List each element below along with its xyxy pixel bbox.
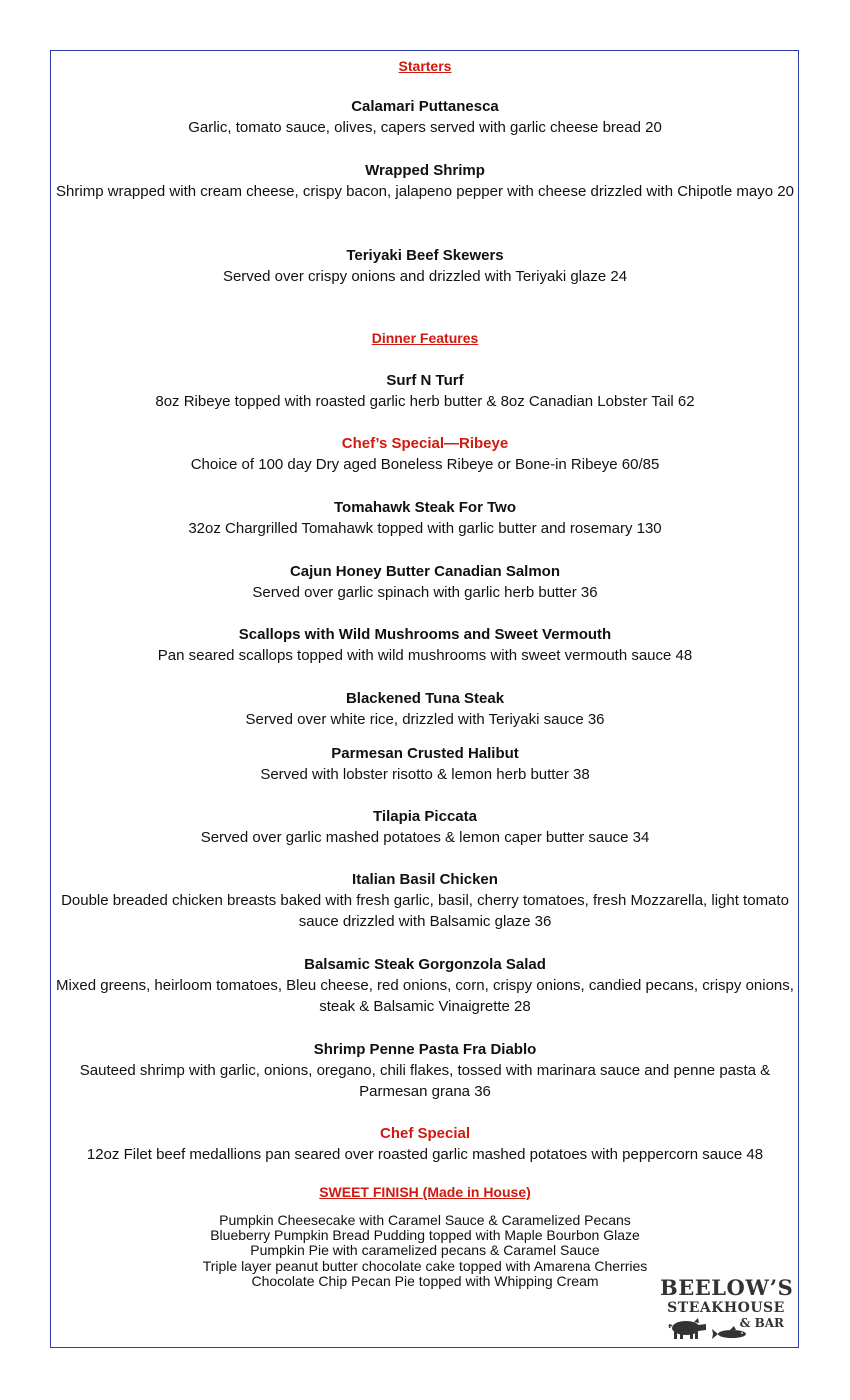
item-name: Surf N Turf bbox=[386, 372, 464, 389]
item-name: Parmesan Crusted Halibut bbox=[331, 745, 519, 762]
menu-item bbox=[55, 1123, 795, 1165]
item-description: 32oz Chargrilled Tomahawk topped with garlic butter and rosemary 130 bbox=[188, 520, 662, 537]
section-title-dinner: Dinner Features bbox=[371, 330, 479, 346]
item-name: Blackened Tuna Steak bbox=[345, 690, 505, 707]
menu-item bbox=[55, 688, 795, 730]
menu-item bbox=[55, 806, 795, 848]
item-name: Tomahawk Steak For Two bbox=[334, 499, 516, 516]
item-description: Pan seared scallops topped with wild mushrooms with sweet vermouth sauce 48 bbox=[157, 647, 693, 664]
item-description: Served over crispy onions and drizzled with Teriyaki glaze 24 bbox=[222, 268, 628, 285]
logo-subtitle: STEAKHOUSE bbox=[667, 1300, 785, 1316]
dessert-item: Pumpkin Pie with caramelized pecans & Caramel Sauce bbox=[250, 1242, 600, 1259]
item-description: Served with lobster risotto & lemon herb butter 38 bbox=[260, 766, 590, 783]
menu-item bbox=[55, 624, 795, 666]
logo-bar: & BAR bbox=[739, 1316, 784, 1330]
item-description: Mixed greens, heirloom tomatoes, Bleu cheese, red onions, corn, crispy onions, candied pecans, crispy onions, steak & Balsamic Vinaigrette 28 bbox=[56, 977, 794, 1015]
item-name: Teriyaki Beef Skewers bbox=[346, 247, 504, 264]
logo-animals-icon bbox=[664, 1318, 754, 1342]
menu-item bbox=[55, 497, 795, 539]
item-name: Chef Special bbox=[379, 1125, 471, 1142]
item-name: Wrapped Shrimp bbox=[365, 162, 485, 179]
fish-icon bbox=[712, 1326, 746, 1339]
item-name: Balsamic Steak Gorgonzola Salad bbox=[304, 956, 546, 973]
menu-item bbox=[55, 561, 795, 603]
item-description: Choice of 100 day Dry aged Boneless Ribeye or Bone-in Ribeye 60/85 bbox=[190, 456, 660, 473]
menu-item bbox=[55, 954, 795, 1017]
item-description: 8oz Ribeye topped with roasted garlic herb butter & 8oz Canadian Lobster Tail 62 bbox=[155, 393, 695, 410]
item-description: Shrimp wrapped with cream cheese, crispy bacon, jalapeno pepper with cheese drizzled with Chipotle mayo 20 bbox=[56, 183, 794, 200]
item-description: Double breaded chicken breasts baked with fresh garlic, basil, cherry tomatoes, fresh Mozzarella, light tomato sauce drizzled with Balsamic glaze 36 bbox=[61, 892, 789, 930]
pig-icon bbox=[669, 1318, 706, 1339]
item-name: Italian Basil Chicken bbox=[352, 871, 498, 888]
item-description: Served over white rice, drizzled with Teriyaki sauce 36 bbox=[245, 711, 605, 728]
item-description: Sauteed shrimp with garlic, onions, oregano, chili flakes, tossed with marinara sauce and penne pasta & Parmesan grana 36 bbox=[79, 1062, 771, 1100]
dessert-item: Pumpkin Cheesecake with Caramel Sauce & Caramelized Pecans bbox=[219, 1212, 631, 1228]
item-name: Calamari Puttanesca bbox=[351, 98, 499, 115]
item-name: Tilapia Piccata bbox=[373, 808, 477, 825]
dessert-item: Blueberry Pumpkin Bread Pudding topped with Maple Bourbon Glaze bbox=[210, 1227, 640, 1244]
item-description: Served over garlic spinach with garlic herb butter 36 bbox=[252, 584, 598, 601]
dessert-item: Chocolate Chip Pecan Pie topped with Whipping Cream bbox=[251, 1272, 599, 1289]
restaurant-logo bbox=[660, 1276, 792, 1344]
item-name: Cajun Honey Butter Canadian Salmon bbox=[289, 563, 561, 580]
section-title-starters: Starters bbox=[398, 58, 452, 74]
item-description: 12oz Filet beef medallions pan seared over roasted garlic mashed potatoes with peppercorn sauce 48 bbox=[86, 1146, 764, 1163]
menu-item bbox=[55, 1039, 795, 1102]
dessert-item: Triple layer peanut butter chocolate cake topped with Amarena Cherries bbox=[202, 1257, 648, 1274]
section-title-sweet-finish: SWEET FINISH (Made in House) bbox=[319, 1184, 531, 1200]
menu-item bbox=[55, 160, 795, 202]
item-name: Shrimp Penne Pasta Fra Diablo bbox=[313, 1041, 537, 1058]
menu-item bbox=[55, 245, 795, 287]
menu-item bbox=[55, 869, 795, 932]
logo-name: BEELOW’S bbox=[660, 1275, 794, 1300]
item-name: Scallops with Wild Mushrooms and Sweet Vermouth bbox=[238, 626, 612, 643]
menu-item bbox=[55, 370, 795, 412]
item-name: Chef’s Special—Ribeye bbox=[341, 435, 509, 452]
menu-item bbox=[55, 433, 795, 475]
item-description: Served over garlic mashed potatoes & lemon caper butter sauce 34 bbox=[200, 829, 650, 846]
menu-item bbox=[55, 743, 795, 785]
menu-item bbox=[55, 96, 795, 138]
item-description: Garlic, tomato sauce, olives, capers served with garlic cheese bread 20 bbox=[188, 119, 662, 136]
